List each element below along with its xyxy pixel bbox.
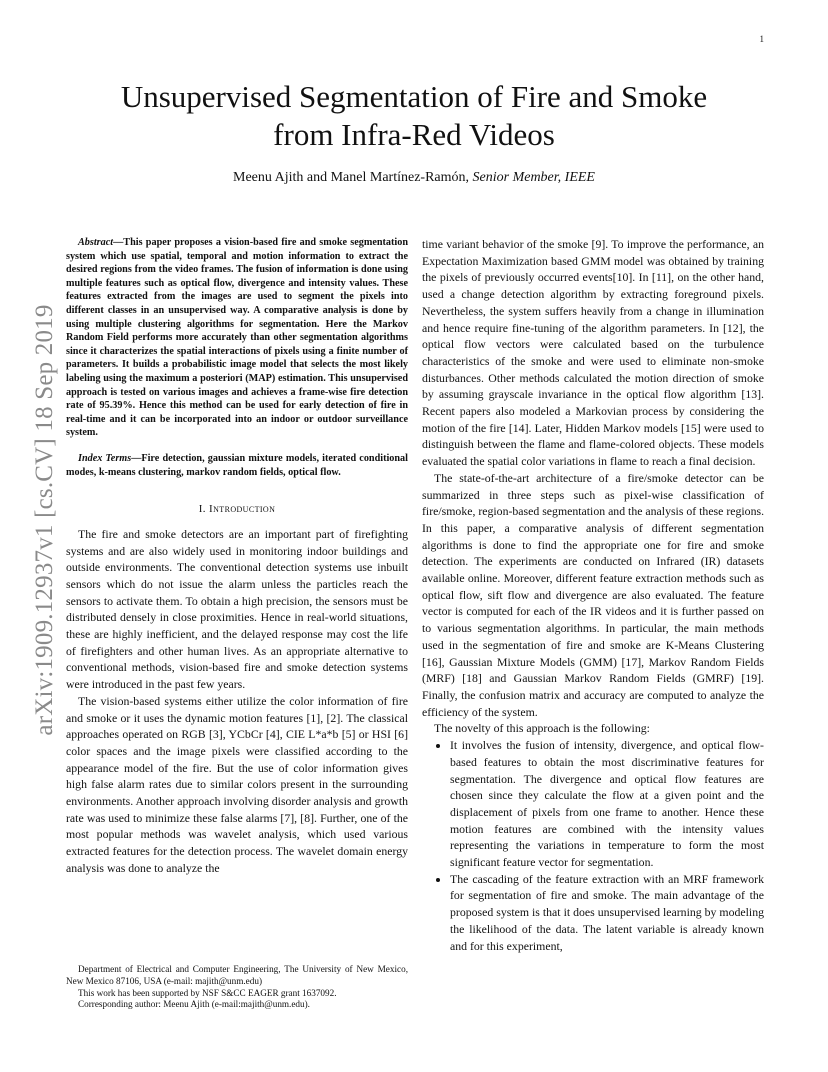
right-paragraph-2: The state-of-the-art architecture of a fire/smoke detector can be summarized in three steps such as pixel-wise classification of fire/smoke, region-based segmentation and the analysis of these regions. In this paper, a comparative analysis of different segmentation algorithms is done to find the appropriate one for fire and smoke detection. The experiments are conducted on Infrared (IR) datasets available online. Moreover, different feature extraction methods such as optical flow, sift flow and divergence are also evaluated. The feature vector is computed for each of the IR videos and it is further passed on to various segmentation algorithms. In particular, the main methods used in the segmentation of fire and smoke are K-Means Clustering [16], Gaussian Mixture Models (GMM) [17], Markov Random Fields (MRF) [18] and Gaussian Markov Random Fields (GMRF) [19]. Finally, the confusion matrix and accuracy are computed to analyze the efficiency of the system.	[422, 470, 765, 719]
footnote-affiliation: Department of Electrical and Computer Engineering, The University of New Mexico, New Mexico 87106, USA (e-mail: majith@unm.edu)	[66, 964, 408, 986]
abstract-label: Abstract	[78, 237, 114, 248]
footnote-corresponding: Corresponding author: Meenu Ajith (e-mail:majith@unm.edu).	[78, 999, 310, 1010]
list-item: • It involves the fusion of intensity, divergence, and optical flow-based features to obtain the most discriminative features for segmentation. The divergence and optical flow features are chosen since they calculate the flow at a given point and the displacement of pixels from one frame to another. Hence these motion features are combined with the intensity values representing the variations in temperature to form the most significant feature vector for segmentation.	[450, 737, 764, 871]
title-line-2: from Infra-Red Videos	[273, 117, 555, 152]
index-terms-text: —Fire detection, gaussian mixture models, iterated conditional modes, k-means clustering, markov random fields, optical flow.	[66, 452, 408, 478]
section-heading-introduction: I. Introduction	[198, 503, 276, 516]
title-line-1: Unsupervised Segmentation of Fire and Smoke	[120, 79, 708, 114]
footnotes	[66, 964, 408, 1011]
paper-title	[66, 78, 762, 154]
footnote-grant: This work has been supported by NSF S&CC EAGER grant 1637092.	[78, 987, 337, 998]
arxiv-stamp: arXiv:1909.12937v1 [cs.CV] 18 Sep 2019	[31, 304, 58, 736]
right-column	[422, 236, 764, 954]
index-terms-label: Index Terms	[78, 452, 132, 464]
intro-paragraph-1: The fire and smoke detectors are an important part of firefighting systems and are also widely used in monitoring indoor buildings and outside environments. The conventional detection systems use inbuilt sensors which do not issue the alarm unless the particles reach the sensors to activate them. To obtain a high precision, the sensors must be distributed densely in close proximities. Hence in real-world situations, these are highly inefficient, and the delayed response may cost the life of firefighters and other human lives. As an appropriate alternative to conventional methods, vision-based fire and smoke detection systems were introduced in the past few years.	[66, 526, 408, 692]
left-column	[66, 236, 408, 877]
index-terms	[66, 452, 408, 479]
authors	[66, 170, 762, 186]
author-affiliation: Senior Member, IEEE	[472, 170, 595, 185]
abstract	[66, 236, 408, 440]
right-paragraph-1: time variant behavior of the smoke [9]. To improve the performance, an Expectation Maximization based GMM model was obtained by training the pixels of previously occurred events[10]. In [11], on the other hand, used a change detection algorithm by extracting foreground pixels. Nevertheless, the system suffers heavily from a change in illumination and hence require fine-tuning of the algorithm parameters. In [12], the optical flow vectors were calculated based on the turbulence characteristics of the smoke and were used to eliminate non-smoke disturbances. Other methods calculated the motion direction of smoke by assuming grayscale invariance in the optical flow algorithm [13]. Recent papers also modeled a Markovian process by considering the motion of the fire [14]. Later, Hidden Markov models [15] were used to distinguish between the flame and flame-colored objects. These models evaluated the spatial color variations in flame to reach a final decision.	[422, 237, 764, 469]
title-block	[66, 78, 762, 186]
abstract-text: —This paper proposes a vision-based fire and smoke segmentation system which use spatial, temporal and motion information to extract the desired regions from the video frames. The fusion of information is done using multiple features such as optical flow, divergence and intensity values. These features extracted from the images are used to segment the pixels into different classes in an unsupervised way. A comparative analysis is done by using multiple clustering algorithms for segmentation. Here the Markov Random Field performs more accurately than other segmentation algorithms since it characterizes the spatial interactions of pixels using a finite number of parameters. It builds a probabilistic image model that selects the most likely labeling using the maximum a posteriori (MAP) estimation. This unsupervised approach is tested on various images and achieves a frame-wise fire detection rate of 95.39%. Hence this method can be used for early detection of fire in real-time and it can be incorporated into an indoor or outdoor surveillance system.	[66, 237, 408, 439]
intro-paragraph-2: The vision-based systems either utilize the color information of fire and smoke or it uses the dynamic motion features [1], [2]. The classical approaches operated on RGB [3], YCbCr [4], CIE L*a*b [5] or HSI [6] color spaces and the image pixels were classified according to the appearance model of the fire. But the use of color information gives high false alarm rates due to similar colors present in the surrounding environments. Another approach involving disorder analysis and growth rate was used to minimize these false alarms [7], [8]. Further, one of the most popular methods was wavelet analysis, which used various extracted features for the detection process. The wavelet domain energy analysis was done to analyze the	[66, 693, 408, 875]
list-item: • The cascading of the feature extraction with an MRF framework for segmentation of fire and smoke. The main advantage of the proposed system is that it does unsupervised learning by modeling the likelihood of the data. The latent variable is already known and for this experiment,	[450, 871, 764, 955]
right-paragraph-3: The novelty of this approach is the following:	[434, 721, 650, 736]
author-names: Meenu Ajith and Manel Martínez-Ramón,	[233, 170, 470, 185]
page-number: 1	[759, 34, 764, 44]
novelty-list	[422, 737, 764, 954]
